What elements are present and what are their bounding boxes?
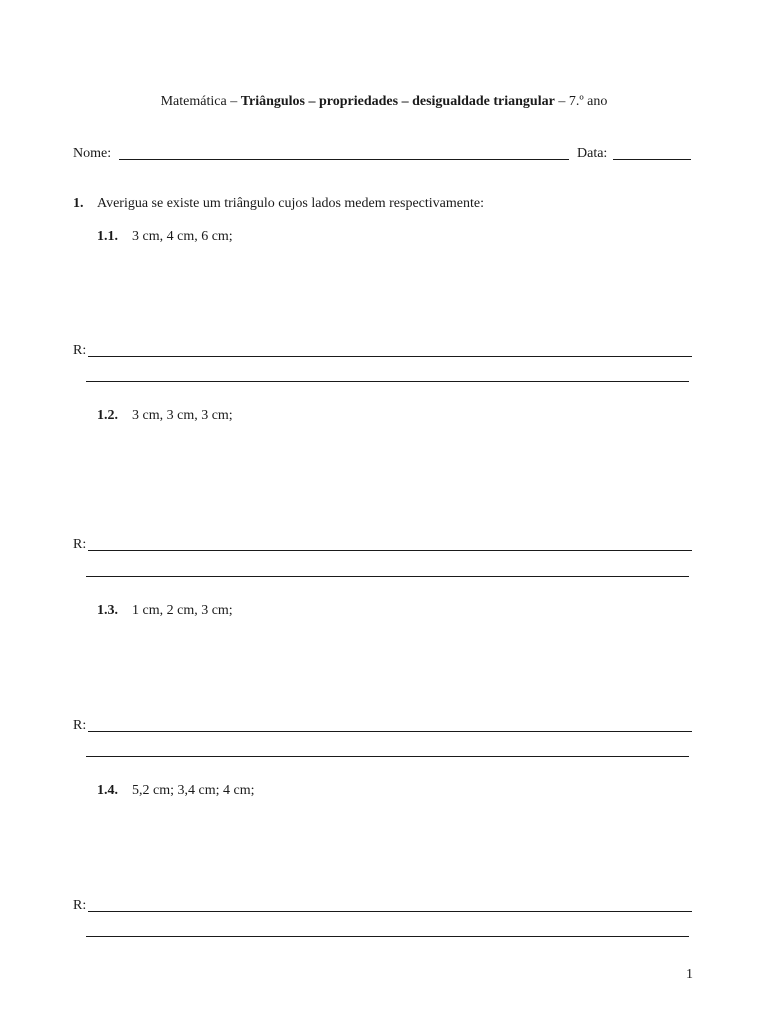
question-text: Averigua se existe um triângulo cujos lados medem respectivamente: — [97, 196, 484, 211]
item-text: 3 cm, 3 cm, 3 cm; — [132, 408, 233, 423]
item-number: 1.3. — [97, 603, 118, 618]
item-number: 1.1. — [97, 229, 118, 244]
topic-label: Triângulos – propriedades – desigualdade triangular — [240, 94, 555, 109]
answer-label: R: — [73, 343, 87, 358]
grade-label: 7.º ano — [568, 94, 608, 109]
answer-line[interactable] — [86, 381, 689, 382]
question-number: 1. — [73, 196, 84, 211]
item-text: 3 cm, 4 cm, 6 cm; — [132, 229, 233, 244]
name-field[interactable] — [119, 159, 569, 160]
item-number: 1.2. — [97, 408, 118, 423]
answer-line[interactable] — [88, 550, 692, 551]
item-number: 1.4. — [97, 783, 118, 798]
subject-label: Matemática — [160, 94, 227, 109]
title-separator: – — [226, 94, 241, 109]
answer-line[interactable] — [88, 356, 692, 357]
title-separator: – — [554, 94, 569, 109]
answer-line[interactable] — [86, 756, 689, 757]
answer-label: R: — [73, 898, 87, 913]
page-title — [0, 94, 768, 110]
item-text: 5,2 cm; 3,4 cm; 4 cm; — [132, 783, 255, 798]
date-field[interactable] — [613, 159, 691, 160]
page-number: 1 — [686, 967, 693, 982]
answer-label: R: — [73, 537, 87, 552]
name-label: Nome: — [73, 146, 112, 161]
date-label: Data: — [577, 146, 608, 161]
answer-line[interactable] — [86, 936, 689, 937]
answer-line[interactable] — [88, 911, 692, 912]
item-text: 1 cm, 2 cm, 3 cm; — [132, 603, 233, 618]
answer-label: R: — [73, 718, 87, 733]
answer-line[interactable] — [86, 576, 689, 577]
answer-line[interactable] — [88, 731, 692, 732]
